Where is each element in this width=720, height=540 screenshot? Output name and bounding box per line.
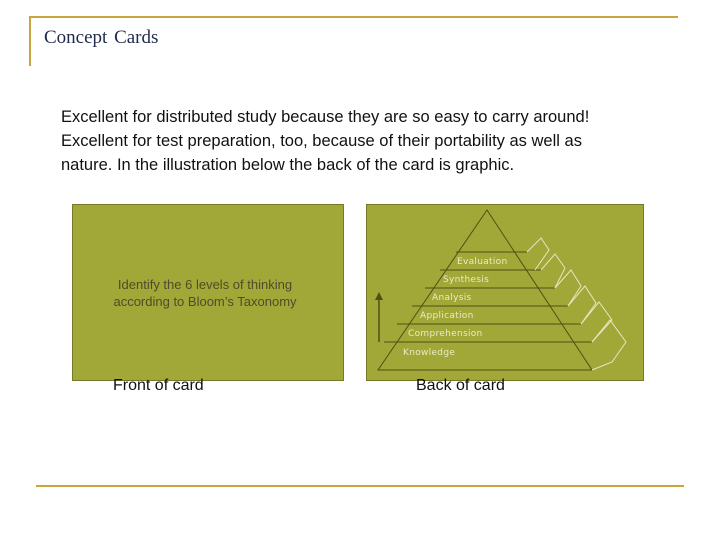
answer-box <box>541 254 565 288</box>
answer-box <box>568 286 596 324</box>
body-line: Excellent for test preparation, too, because of their portability as well as <box>61 132 582 150</box>
answer-box <box>555 270 581 306</box>
answer-box <box>592 320 626 370</box>
level-label: Synthesis <box>443 275 490 285</box>
prompt-line: according to Bloom’s Taxonomy <box>113 294 297 309</box>
back-card-caption: Back of card <box>416 377 505 394</box>
body-line: Excellent for distributed study because they are so easy to carry around! <box>61 108 590 126</box>
level-label: Knowledge <box>403 348 456 358</box>
level-label: Evaluation <box>457 257 508 267</box>
up-arrow-head <box>375 292 383 300</box>
level-label: Comprehension <box>408 329 483 339</box>
level-label: Analysis <box>432 293 472 303</box>
body-line: nature. In the illustration below the back of the card is graphic. <box>61 156 515 174</box>
level-label: Application <box>420 311 474 321</box>
bottom-rule <box>36 485 684 487</box>
prompt-line: Identify the 6 levels of thinking <box>117 277 293 292</box>
pyramid-outline <box>378 210 592 370</box>
front-card-caption: Front of card <box>113 377 204 394</box>
slide-title: Concept Cards <box>44 27 159 48</box>
